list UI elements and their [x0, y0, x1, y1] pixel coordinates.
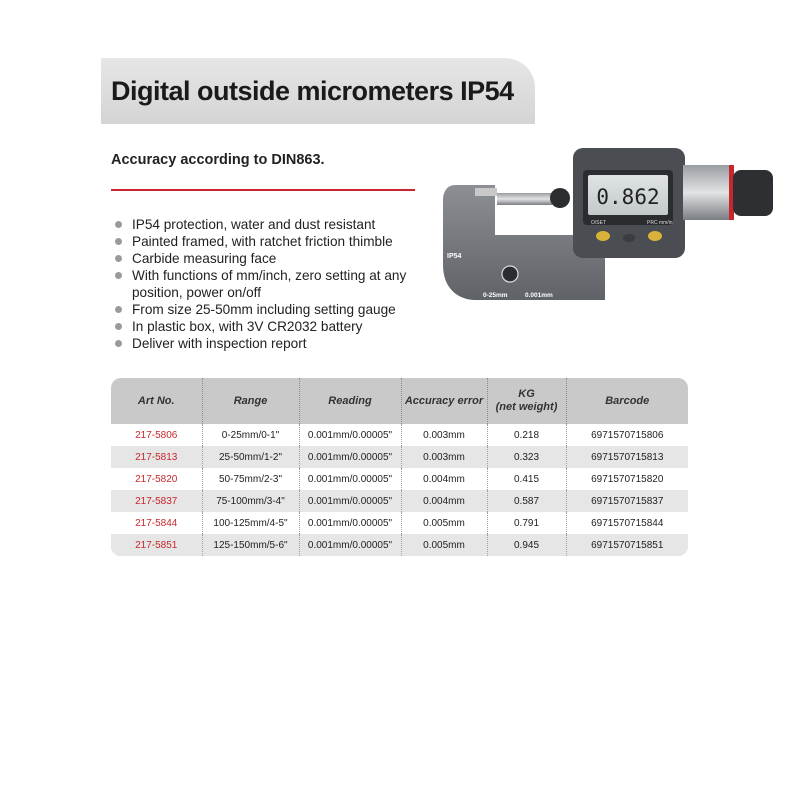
feature-text: Deliver with inspection report: [132, 336, 307, 351]
cell-art-no: 217-5837: [111, 490, 202, 512]
ip-label: IP54: [447, 253, 462, 260]
header-kg: [487, 378, 566, 424]
bullet-icon: [115, 323, 122, 330]
bullet-icon: [115, 238, 122, 245]
feature-text: With functions of mm/inch, zero setting at any position, power on/off: [132, 268, 407, 300]
range-label: 0-25mm: [483, 292, 508, 299]
feature-text: In plastic box, with 3V CR2032 battery: [132, 319, 363, 334]
cell-range: 75-100mm/3-4": [202, 490, 299, 512]
cell-barcode: 6971570715851: [566, 534, 688, 556]
cell-range: 25-50mm/1-2": [202, 446, 299, 468]
feature-item: [115, 250, 415, 267]
cell-kg: 0.945: [487, 534, 566, 556]
header-range: Range: [202, 378, 299, 424]
cell-accuracy: 0.005mm: [401, 534, 487, 556]
thimble-shape: [683, 165, 733, 220]
anvil-shape: [475, 188, 497, 196]
cell-reading: 0.001mm/0.00005": [299, 468, 401, 490]
cell-barcode: 6971570715844: [566, 512, 688, 534]
table-row: [111, 446, 688, 468]
red-divider: [111, 189, 415, 191]
cell-reading: 0.001mm/0.00005": [299, 512, 401, 534]
header-barcode: Barcode: [605, 394, 650, 407]
cell-barcode: 6971570715837: [566, 490, 688, 512]
cell-range: 50-75mm/2-3": [202, 468, 299, 490]
cell-kg: 0.415: [487, 468, 566, 490]
feature-text: Carbide measuring face: [132, 251, 277, 266]
cell-accuracy: 0.003mm: [401, 424, 487, 446]
set-button-shape: [596, 231, 610, 241]
bullet-icon: [115, 340, 122, 347]
spec-table: [111, 378, 688, 556]
cell-reading: 0.001mm/0.00005": [299, 424, 401, 446]
lock-knob-shape: [550, 188, 570, 208]
cell-accuracy: 0.003mm: [401, 446, 487, 468]
table-row: [111, 468, 688, 490]
brand-logo-icon: [502, 266, 518, 282]
button-label-set: O/SET: [591, 220, 607, 226]
cell-reading: 0.001mm/0.00005": [299, 490, 401, 512]
feature-item: [115, 318, 415, 335]
feature-item: [115, 301, 415, 318]
lcd-reading: 0.862: [596, 185, 660, 209]
page-title: Digital outside micrometers IP54: [111, 76, 514, 106]
cell-range: 100-125mm/4-5": [202, 512, 299, 534]
cell-art-no: 217-5813: [111, 446, 202, 468]
cell-range: 125-150mm/5-6": [202, 534, 299, 556]
cell-art-no: 217-5844: [111, 512, 202, 534]
cell-kg: 0.218: [487, 424, 566, 446]
cell-accuracy: 0.004mm: [401, 468, 487, 490]
cell-kg: 0.791: [487, 512, 566, 534]
mode-button-shape: [648, 231, 662, 241]
cell-range: 0-25mm/0-1": [202, 424, 299, 446]
cell-art-no: 217-5806: [111, 424, 202, 446]
button-label-mode: PRC mm/in: [647, 220, 673, 226]
cell-art-no: 217-5820: [111, 468, 202, 490]
table-row: [111, 534, 688, 556]
feature-item: [115, 233, 415, 250]
cell-barcode: 6971570715813: [566, 446, 688, 468]
table-row: [111, 490, 688, 512]
cell-art-no: 217-5851: [111, 534, 202, 556]
accuracy-note: Accuracy according to DIN863.: [111, 152, 325, 168]
cell-reading: 0.001mm/0.00005": [299, 446, 401, 468]
bullet-icon: [115, 272, 122, 279]
header-kg-sub: (net weight): [495, 401, 558, 413]
header-reading: Reading: [299, 378, 401, 424]
cell-barcode: 6971570715806: [566, 424, 688, 446]
bullet-icon: [115, 255, 122, 262]
cell-barcode: 6971570715820: [566, 468, 688, 490]
cell-accuracy: 0.004mm: [401, 490, 487, 512]
power-button-shape: [623, 234, 635, 242]
feature-item: [115, 335, 415, 352]
micrometer-product-image: [435, 140, 785, 315]
feature-list: [115, 216, 415, 352]
spec-table-container: [111, 378, 688, 556]
resolution-label: 0.001mm: [525, 292, 553, 299]
table-row: [111, 512, 688, 534]
table-header-row: [111, 378, 688, 424]
bullet-icon: [115, 306, 122, 313]
feature-text: Painted framed, with ratchet friction thimble: [132, 234, 393, 249]
cell-kg: 0.587: [487, 490, 566, 512]
bullet-icon: [115, 221, 122, 228]
feature-item: [115, 216, 415, 233]
feature-text: From size 25-50mm including setting gauge: [132, 302, 396, 317]
header-accuracy: Accuracy error: [401, 378, 487, 424]
header-art-no: Art No.: [111, 378, 202, 424]
cell-accuracy: 0.005mm: [401, 512, 487, 534]
header-kg-main: KG: [518, 388, 535, 400]
feature-text: IP54 protection, water and dust resistant: [132, 217, 376, 232]
cell-reading: 0.001mm/0.00005": [299, 534, 401, 556]
feature-item: [115, 267, 415, 301]
spindle-shape: [497, 193, 552, 205]
cell-kg: 0.323: [487, 446, 566, 468]
ratchet-shape: [733, 170, 773, 216]
table-row: [111, 424, 688, 446]
